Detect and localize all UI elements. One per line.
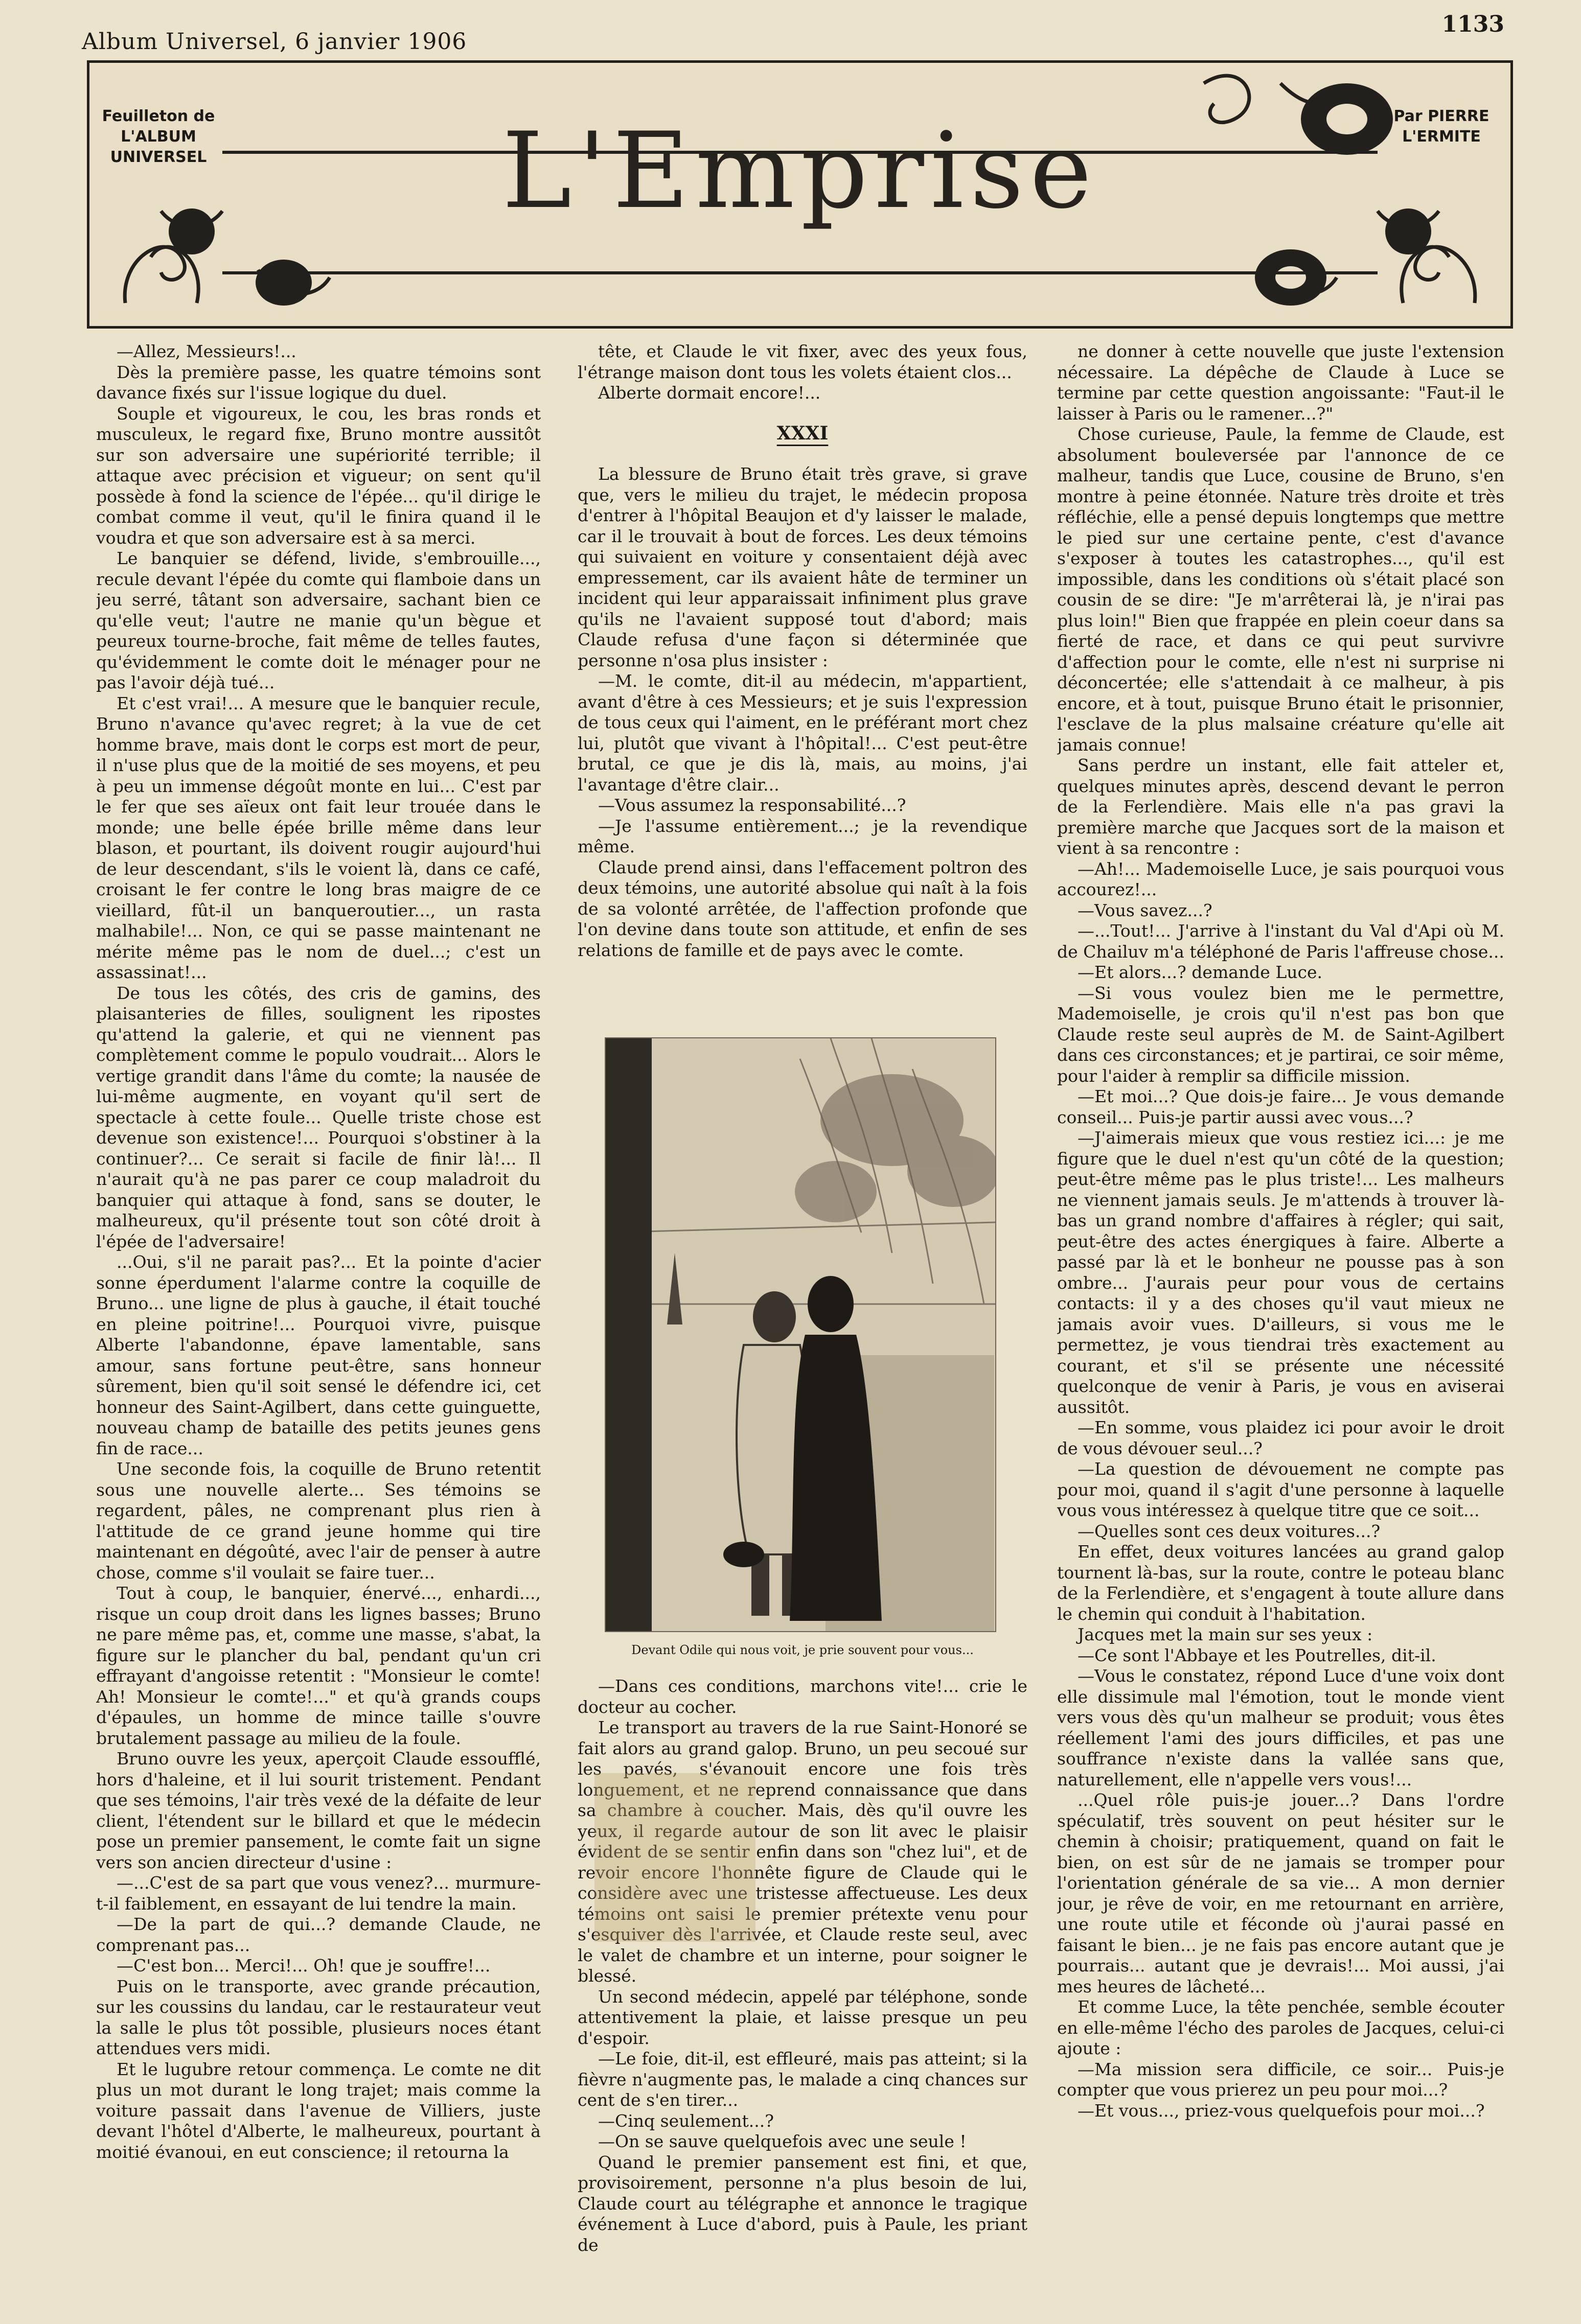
paragraph: Bruno ouvre les yeux, aperçoit Claude essoufflé, hors d'haleine, et il lui sourit tristement. Pendant que ses témoins, l'air très vexé de la défaite de leur client, l'étendent sur le billard et que le médecin pose un premier pansement, le comte fait un signe vers son ancien directeur d'usine :	[96, 1749, 541, 1872]
paragraph: —Cinq seulement...?	[598, 2110, 774, 2131]
tape-stain	[594, 1773, 755, 1942]
paragraph: Le banquier se défend, livide, s'embrouille..., recule devant l'épée du comte qui flamboie dans un jeu serré, tâtant son adversaire, sachant bien ce qu'elle veut; l'autre ne manie qu'un bègue et peureux tourne-broche, fait même de telles fautes, qu'évidemment le comte doit le ménager pour ne pas l'avoir déjà tué...	[96, 548, 541, 692]
paragraph: ...Oui, s'il ne parait pas?... Et la pointe d'acier sonne éperdument l'alarme contre la coquille de Bruno... une ligne de plus à gauche, il était touché en pleine poitrine!... Pourquoi vivre, puisque Alberte l'abandonne, épave lamentable, sans amour, sans fortune peut-être, sans honneur sûrement, bien qu'il soit sensé le défendre ici, cet honneur des Saint-Agilbert, dans cette guinguette, nouveau champ de bataille des petits jeunes gens fin de race...	[96, 1252, 541, 1458]
paragraph: La blessure de Bruno était très grave, si grave que, vers le milieu du trajet, le médecin proposa d'entrer à l'hôpital Beaujon et d'y laisser le malade, car il le trouvait à bout de forces. Les deux témoins qui suivaient en voiture y consentaient déjà avec empressement, car ils avaient hâte de terminer un incident qui leur apparaissait infiniment plus grave qu'ils ne l'avaient supposé tout d'abord; mais Claude refusa d'une façon si déterminée que personne n'osa plus insister :	[578, 464, 1027, 670]
paragraph: Souple et vigoureux, le cou, les bras ronds et musculeux, le regard fixe, Bruno montre aussitôt sur son adversaire une supériorité terrible; il attaque avec précision et vigueur; on sent qu'il possède à fond la science de l'épée... qu'il dirige le combat comme il veut, qu'il le finira quand il le voudra et que son adversaire est à sa merci.	[96, 403, 541, 548]
paragraph: Le transport au travers de la rue Saint-Honoré se fait alors au grand galop. Bruno, un peu secoué sur les pavés, s'évanouit encore une fois très longuement, et ne reprend connaissance que dans sa chambre à coucher. Mais, dès qu'il ouvre les yeux, il regarde autour de son lit avec le plaisir évident de se sentir enfin dans son "chez lui", et de revoir encore l'honnête figure de Claude qui le considère avec une tristesse affectueuse. Les deux témoins ont saisi le premier prétexte venu pour s'esquiver dès l'arrivée, et Claude reste seul, avec le valet de chambre et un interne, pour soigner le blessé.	[578, 1717, 1027, 1986]
paragraph: Dès la première passe, les quatre témoins sont davance fixés sur l'issue logique du duel.	[96, 362, 541, 403]
paragraph: En effet, deux voitures lancées au grand galop tournent là-bas, sur la route, contre le poteau blanc de la Ferlendière, et s'engagent à toute allure dans le chemin qui conduit à l'habitation.	[1057, 1542, 1504, 1624]
paragraph: —Le foie, dit-il, est effleuré, mais pas atteint; si la fièvre n'augmente pas, le malade a cinq chances sur cent de s'en tirer...	[578, 2049, 1027, 2110]
paragraph: —Ce sont l'Abbaye et les Poutrelles, dit-il.	[1078, 1645, 1436, 1665]
page-number: 1133	[1441, 11, 1504, 37]
paragraph: —Ma mission sera difficile, ce soir... Puis-je compter que vous prierez un peu pour moi...?	[1057, 2059, 1504, 2100]
couple-garden-illustration	[606, 1038, 995, 1631]
paragraph: Chose curieuse, Paule, la femme de Claude, est absolument bouleversée par l'annonce de ce malheur, tandis que Luce, cousine de Bruno, s'en montre à peine étonnée. Nature très droite et très réfléchie, elle a pensé depuis longtemps que mettre le pied sur une certaine pente, c'est d'avance s'exposer à toutes les catastrophes..., qu'il est impossible, dans les conditions où s'était placé son cousin de se dire: "Je m'arrêterai là, je n'irai pas plus loin!" Bien que frappée en plein coeur dans sa fierté de race, et dans ce qui peut survivre d'affection pour le comte, elle n'est ni surprise ni déconcertée; elle s'attendait à ce malheur, à pis encore, et à tout, puisque Bruno était le prisonnier, l'esclave de la plus malsaine créature qu'elle ait jamais connue!	[1057, 424, 1504, 755]
text-column-1	[96, 341, 541, 2293]
paragraph: —...C'est de sa part que vous venez?... murmure-t-il faiblement, en essayant de lui tendre la main.	[96, 1873, 541, 1914]
paragraph: Claude prend ainsi, dans l'effacement poltron des deux témoins, une autorité absolue qui naît à la fois de sa volonté arrêtée, de l'affection profonde que l'on devine dans toute son attitude, et enfin de ses relations de famille et de pays avec le comte.	[578, 857, 1027, 960]
paragraph: —En somme, vous plaidez ici pour avoir le droit de vous dévouer seul...?	[1057, 1417, 1504, 1458]
paragraph: Et comme Luce, la tête penchée, semble écouter en elle-même l'écho des paroles de Jacques, celui-ci ajoute :	[1057, 1997, 1504, 2058]
paragraph: tête, et Claude le vit fixer, avec des yeux fous, l'étrange maison dont tous les volets étaient clos...	[578, 341, 1027, 382]
running-header-publication: Album Universel, 6 janvier 1906	[82, 29, 467, 55]
paragraph: ne donner à cette nouvelle que juste l'extension nécessaire. La dépêche de Claude à Luce se termine par cette question angoissante: "Faut-il le laisser à Paris ou le ramener...?"	[1057, 341, 1504, 424]
title-box	[87, 60, 1513, 329]
paragraph: Une seconde fois, la coquille de Bruno retentit sous une nouvelle alerte... Ses témoins se regardent, pâles, ne comprenant plus rien à l'attitude de ce grand jeune homme qui tire maintenant en dégoûté, avec l'air de penser à autre chose, comme s'il voulait se faire tuer...	[96, 1459, 541, 1583]
paragraph: Jacques met la main sur ses yeux :	[1078, 1624, 1373, 1644]
paragraph: —Vous assumez la responsabilité...?	[598, 795, 906, 815]
paragraph: —Et alors...? demande Luce.	[1078, 962, 1322, 982]
paragraph: —C'est bon... Merci!... Oh! que je souffre!...	[117, 1956, 491, 1976]
paragraph: —Vous le constatez, répond Luce d'une voix dont elle dissimule mal l'émotion, tout le monde vient vers vous dès qu'un malheur se produit; vous êtes réellement l'ami des jours difficiles, et pas une souffrance n'existe dans la vallée sans que, naturellement, elle n'appelle vers vous!...	[1057, 1666, 1504, 1790]
author-label: Par PIERRE L'ERMITE	[1393, 107, 1490, 146]
paragraph: —M. le comte, dit-il au médecin, m'appartient, avant d'être à ces Messieurs; et je suis l'expression de tous ceux qui l'aiment, en le préférant mort chez lui, plutôt que vivant à l'hôpital!... C'est peut-être brutal, ce que je dis là, mais, au moins, j'ai l'avantage d'être clair...	[578, 671, 1027, 795]
text-column-2	[578, 341, 1027, 1026]
paragraph: —On se sauve quelquefois avec une seule !	[598, 2131, 967, 2151]
paragraph: —Si vous voulez bien me le permettre, Mademoiselle, je crois qu'il n'est pas bon que Claude reste seul auprès de M. de Saint-Agilbert dans ces circonstances; et je partirai, ce soir même, pour l'aider à remplir sa difficile mission.	[1057, 983, 1504, 1086]
paragraph: —...Tout!... J'arrive à l'instant du Val d'Api où M. de Chailuv m'a téléphoné de Paris l'affreuse chose...	[1057, 921, 1504, 962]
feuilleton-label: Feuilleton de L'ALBUM UNIVERSEL	[102, 107, 215, 166]
paragraph: —De la part de qui...? demande Claude, ne comprenant pas...	[96, 1914, 541, 1955]
engraving-illustration	[605, 1037, 996, 1632]
paragraph: —Quelles sont ces deux voitures...?	[1078, 1521, 1381, 1541]
paragraph: —La question de dévouement ne compte pas pour moi, quand il s'agit d'une personne à laquelle vous vous intéressez à quelque titre que ce soit...	[1057, 1459, 1504, 1520]
paragraph: Et c'est vrai!... A mesure que le banquier recule, Bruno n'avance qu'avec regret; à la vue de cet homme brave, mais dont le corps est mort de peur, il n'use plus que de la moitié de ses moyens, et peu à peu un immense dégoût monte en lui... C'est par le fer que ses aïeux ont fait leur trouée dans le monde; une belle épée brille même dans leur blason, et pourtant, ils doivent rougir aujourd'hui de leur descendant, s'ils le voient là, dans ce café, croisant le fer contre le long bras maigre de ce vieillard, fût-il un banqueroutier..., un rasta malhabile!... Non, ce qui se passe maintenant ne mérite même pas le nom de duel...; c'est un assassinat!...	[96, 693, 541, 982]
paragraph: Alberte dormait encore!...	[598, 383, 821, 403]
illustration-caption: Devant Odile qui nous voit, je prie souvent pour vous...	[631, 1643, 974, 1657]
paragraph: ...Quel rôle puis-je jouer...? Dans l'ordre spéculatif, très souvent on peut hésiter sur le chemin à choisir; pratiquement, quand on fait le bien, on est sûr de ne jamais se tromper pour l'orientation générale de sa vie... A mon dernier jour, je rêve de voir, en me retournant en arrière, une route utile et féconde où j'aurai passé en faisant le bien... je ne fais pas encore autant que je pourrais... autant que je devrais!... Moi aussi, j'ai mes heures de lâcheté...	[1057, 1790, 1504, 1996]
feuilleton-title: L'Emprise	[502, 110, 1098, 232]
paragraph: Sans perdre un instant, elle fait atteler et, quelques minutes après, descend devant le perron de la Ferlendière. Mais elle n'a pas gravi la première marche que Jacques sort de la maison et vient à sa rencontre :	[1057, 755, 1504, 858]
paragraph: —Et vous..., priez-vous quelquefois pour moi...?	[1078, 2100, 1485, 2121]
paragraph: Et le lugubre retour commença. Le comte ne dit plus un mot durant le long trajet; mais comme la voiture passait dans l'avenue de Villiers, juste devant l'hôtel d'Alberte, le malheureux, pourtant à moitié évanoui, en eut conscience; il retourna la	[96, 2059, 541, 2162]
paragraph: —Dans ces conditions, marchons vite!... crie le docteur au cocher.	[578, 1676, 1027, 1717]
paragraph: —Ah!... Mademoiselle Luce, je sais pourquoi vous accourez!...	[1057, 858, 1504, 899]
paragraph: Puis on le transporte, avec grande précaution, sur les coussins du landau, car le restaurateur veut la salle le plus tôt possible, plusieurs noces étant attendues vers midi.	[96, 1976, 541, 2058]
paragraph: —Je l'assume entièrement...; je la revendique même.	[578, 816, 1027, 856]
text-column-2-lower	[578, 1676, 1027, 2299]
paragraph: —Allez, Messieurs!...	[117, 341, 296, 361]
paragraph: Tout à coup, le banquier, énervé..., enhardi..., risque un coup droit dans les lignes basses; Bruno ne pare même pas, et, comme une masse, s'abat, la figure sur le plancher du bal, pendant qu'un cri effrayant d'angoisse retentit : "Monsieur le comte! Ah! Monsieur le comte!..." et qu'à grands coups d'épaules, un homme de mince taille s'ouvre brutalement passage au milieu de la foule.	[96, 1583, 541, 1748]
paragraph: —Vous savez...?	[1078, 900, 1212, 920]
chapter-heading: XXXI	[776, 422, 829, 444]
paragraph: —Et moi...? Que dois-je faire... Je vous demande conseil... Puis-je partir aussi avec vous...?	[1057, 1086, 1504, 1127]
text-column-3	[1057, 341, 1504, 2298]
paragraph: —J'aimerais mieux que vous restiez ici...: je me figure que le duel n'est qu'un côté de la question; peut-être même pas le plus triste!... Les malheurs ne viennent jamais seuls. Je m'attends à trouver là-bas un grand nombre d'affaires à régler; qui sait, peut-être des actes énergiques à faire. Alberte a passé par là et le bonheur ne pousse pas à son ombre... J'aurais peur pour vous de certains contacts: il y a des choses qu'il vaut mieux ne jamais avoir vues. D'ailleurs, si vous me le permettez, je vous tiendrai très exactement au courant, et s'il se présente une nécessité quelconque de venir à Paris, je vous en aviserai aussitôt.	[1057, 1128, 1504, 1417]
paragraph: De tous les côtés, des cris de gamins, des plaisanteries de filles, soulignent les ripostes qu'attend la galerie, et qui ne viennent pas complètement comme le populo voudrait... Alors le vertige grandit dans l'âme du comte; la nausée de lui-même augmente, en voyant qu'il sert de spectacle à cette foule... Quelle triste chose est devenue son existence!... Pourquoi s'obstiner à la continuer?... Ce serait si facile de finir là!... Il n'aurait qu'à ne pas parer ce coup maladroit du banquier qui attaque à fond, sans se douter, le malheureux, qu'il présente tout son côté droit à l'épée de l'adversaire!	[96, 983, 541, 1251]
paragraph: Quand le premier pansement est fini, et que, provisoirement, personne n'a plus besoin de lui, Claude court au télégraphe et annonce le tragique événement à Luce d'abord, puis à Paule, les priant de	[578, 2152, 1027, 2255]
paragraph: Un second médecin, appelé par téléphone, sonde attentivement la plaie, et laisse presque un peu d'espoir.	[578, 1986, 1027, 2048]
